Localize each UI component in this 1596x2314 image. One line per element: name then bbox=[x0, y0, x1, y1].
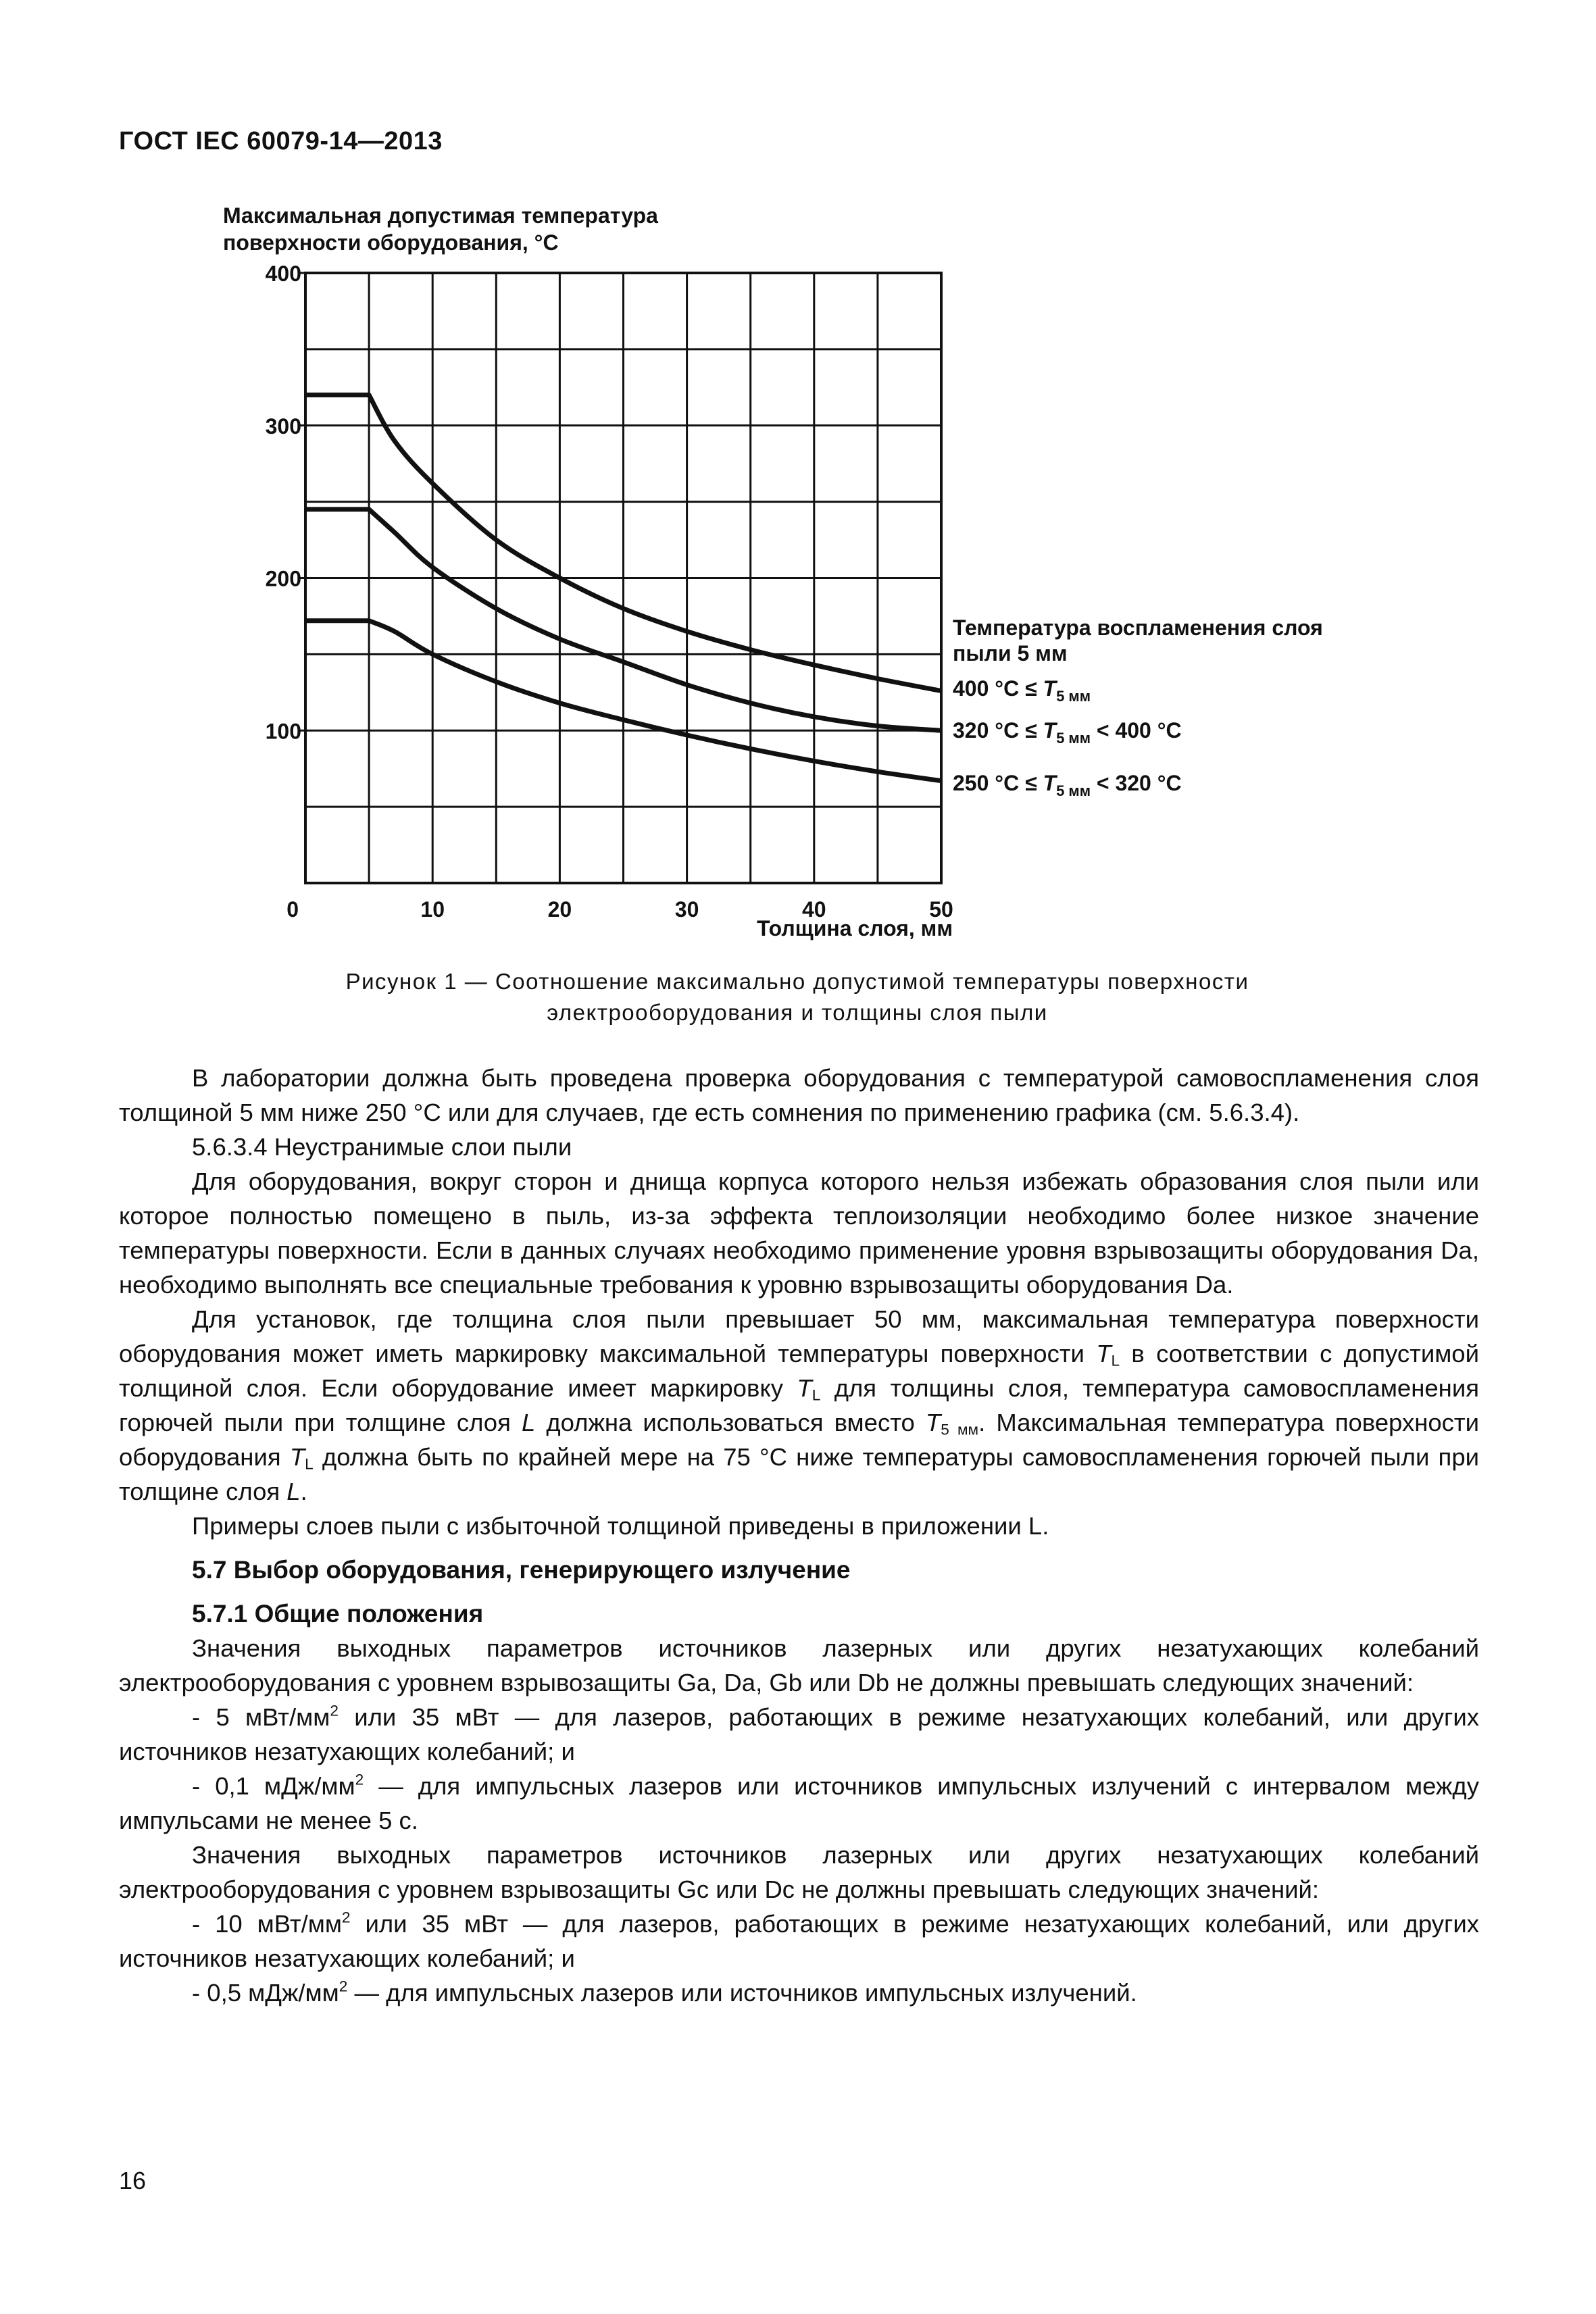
paragraph-output-limits-a: Значения выходных параметров источников лазерных или других незатухающих колебаний электрооборудования с уровнем взрывозащиты Ga, Da, Gb или Db не должны превышать следующих значений: bbox=[119, 1634, 1479, 1696]
y-tick-label: 400 bbox=[265, 261, 301, 286]
y-tick-label: 100 bbox=[265, 719, 301, 744]
temperature-chart bbox=[0, 0, 1596, 959]
list-item-5mw: - 5 мВт/$мм^2$ или 35 мВт — для лазеров, работающих в режиме незатухающих колебаний, или других источников незатухающих колебаний; и bbox=[119, 1702, 1480, 1765]
section-5-7-heading: 5.7 Выбор оборудования, генерирующего излучение bbox=[192, 1556, 851, 1584]
list-item-0-1mj: - 0,1 мДж/$мм^2$ — для импульсных лазеров или источников импульсных излучений с интервалом между импульсами не менее 5 с. bbox=[119, 1771, 1479, 1834]
body-text bbox=[119, 1061, 1479, 2010]
paragraph-examples: Примеры слоев пыли с избыточной толщиной приведены в приложении L. bbox=[192, 1512, 1049, 1540]
figure-caption bbox=[203, 966, 1392, 1028]
document-header: ГОСТ IEC 60079-14—2013 bbox=[119, 127, 443, 155]
legend-label-3: 250 $^\circ С \le T_{5 мм} < 320$ °С bbox=[953, 771, 1182, 799]
y-tick-label: 300 bbox=[265, 413, 301, 438]
x-tick-label: 10 bbox=[420, 897, 445, 922]
page-number: 16 bbox=[119, 2167, 147, 2194]
list-item-10mw: - 10 мВт/$мм^2$ или 35 мВт — для лазеров, работающих в режиме незатухающих колебаний, или других источников незатухающих колебаний; и bbox=[119, 1909, 1479, 1972]
x-tick-label: 30 bbox=[674, 897, 699, 922]
clause-5-6-3-4-title: 5.6.3.4 Неустранимые слои пыли bbox=[192, 1133, 572, 1161]
x-axis-label: Толщина слоя, мм bbox=[757, 916, 953, 940]
y-tick-label: 200 bbox=[265, 566, 301, 591]
paragraph-lab-check: В лаборатории должна быть проведена проверка оборудования с температурой самовоспламенения слоя толщиной 5 мм ниже 250 °С или для случаев, где есть сомнения по применению графика (см. 5.6.3.4). bbox=[119, 1064, 1479, 1126]
list-item-0-5mj: - 0,5 мДж/$мм^2$ — для импульсных лазеров или источников импульсных излучений. bbox=[192, 1978, 1137, 2007]
x-tick-label: 0 bbox=[286, 897, 299, 922]
y-axis-label-line2: поверхности оборудования, °С bbox=[223, 230, 559, 255]
x-tick-label: 40 bbox=[802, 897, 826, 922]
section-5-7-1-heading: 5.7.1 Общие положения bbox=[192, 1600, 484, 1628]
legend-label-1: 400 $^\circ С \le T_{5 мм}$ bbox=[953, 676, 1091, 705]
figure-caption-line2: электрооборудования и толщины слоя пыли bbox=[547, 1000, 1048, 1025]
x-tick-label: 20 bbox=[547, 897, 572, 922]
paragraph-output-limits-c: Значения выходных параметров источников лазерных или других незатухающих колебаний электрооборудования с уровнем взрывозащиты Gc или Dc не должны превышать следующих значений: bbox=[119, 1841, 1479, 1903]
x-tick-label: 50 bbox=[929, 897, 953, 922]
chart-grid bbox=[305, 273, 941, 883]
paragraph-unavoidable-dust: Для оборудования, вокруг сторон и днища корпуса которого нельзя избежать образования слоя пыли или которое полностью помещено в пыль, из-за эффекта теплоизоляции необходимо более низкое значение температуры поверхности. Если в данных случаях необходимо применение уровня взрывозащиты оборудования Da, необходимо выполнять все специальные требования к уровню взрывозащиты оборудования Da. bbox=[119, 1167, 1479, 1299]
paragraph-thick-layers: Для установок, где толщина слоя пыли превышает 50 мм, максимальная температура поверхности оборудования может иметь маркировку максимальной температуры поверхности $T_L$ в соответствии с допустимой толщиной слоя. Если оборудование имеет маркировку $T_L$ для толщины слоя, температура самовоспламенения горючей пыли при толщине слоя L должна использоваться вместо $T_{5 мм}$. Максимальная температура поверхности оборудования $T_L$ должна быть по крайней мере на 75 °С ниже температуры самовоспламенения горючей пыли при толщине слоя L. bbox=[119, 1305, 1480, 1505]
figure-caption-line1: Рисунок 1 — Соотношение максимально допустимой температуры поверхности bbox=[345, 969, 1249, 994]
chart-legend bbox=[953, 676, 1182, 799]
legend-label-2: 320 $^\circ С \le T_{5 мм} < 400$ °С bbox=[953, 718, 1182, 747]
legend-title-line2: пыли 5 мм bbox=[953, 641, 1068, 665]
y-axis-label-line1: Максимальная допустимая температура bbox=[223, 203, 658, 228]
legend-title-line1: Температура воспламенения слоя bbox=[953, 615, 1323, 640]
